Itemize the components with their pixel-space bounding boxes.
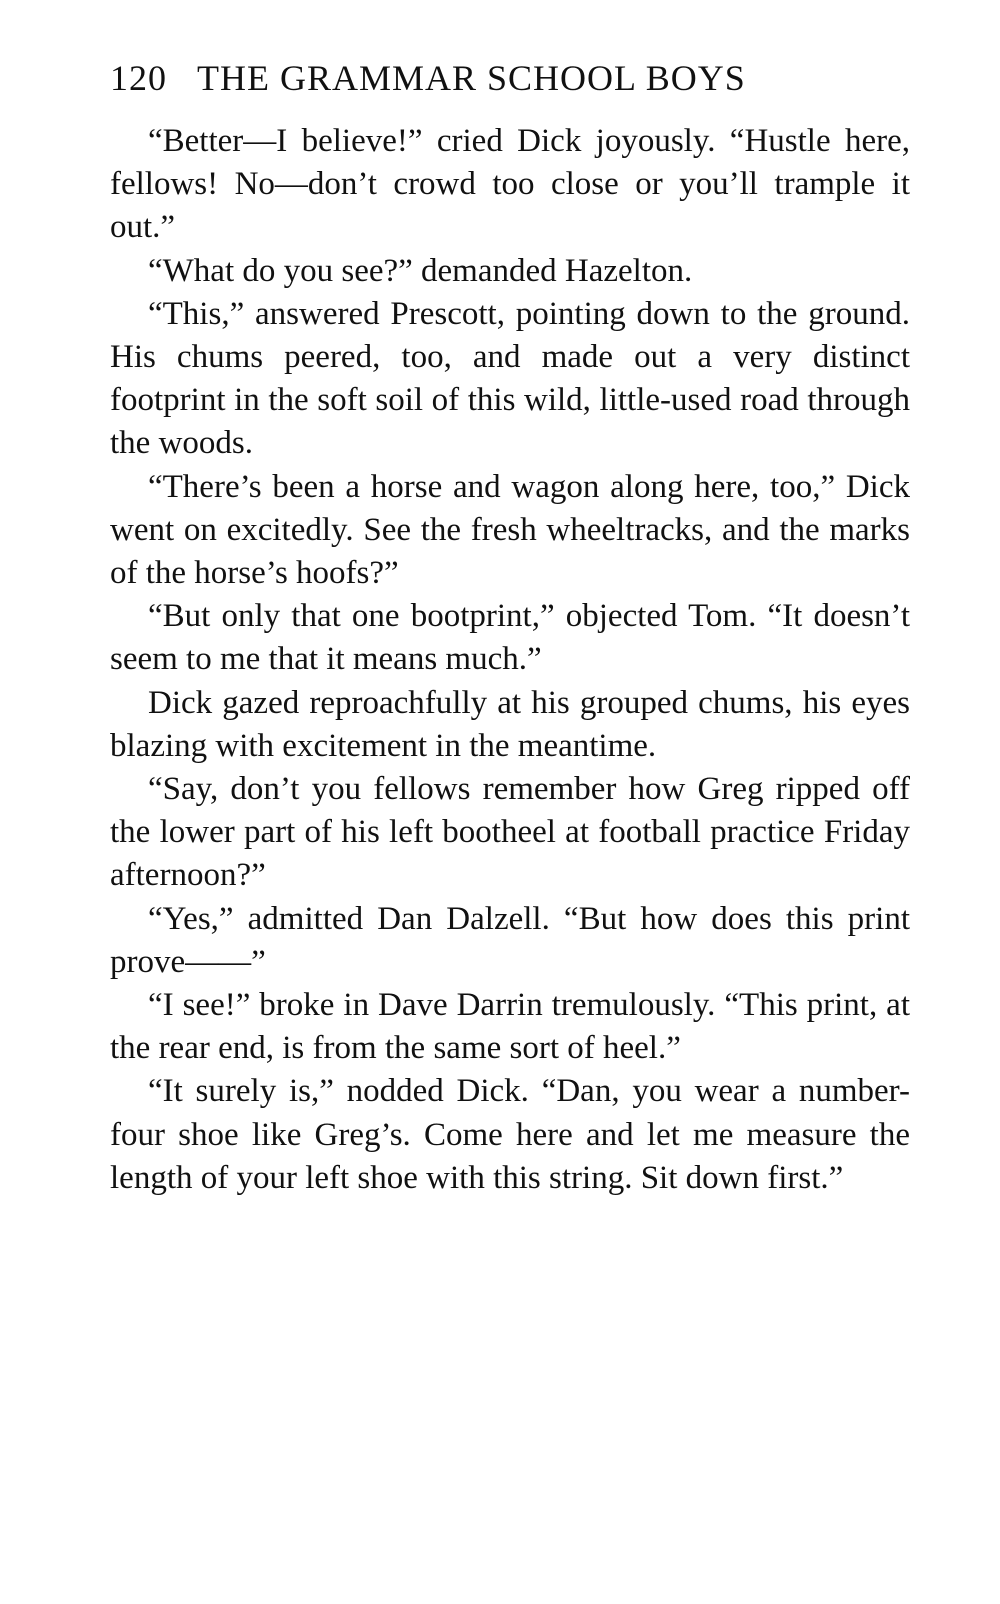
paragraph: “What do you see?” demanded Hazelton. [148, 252, 693, 289]
book-page [110, 60, 910, 1200]
paragraph: “This,” answered Prescott, pointing down to the ground. His chums peered, too, and made out a very distinct footprint in the soft soil of this wild, little-used road through the woods. [110, 295, 910, 462]
paragraph: “Yes,” admitted Dan Dalzell. “But how does this print prove——” [110, 900, 910, 980]
paragraph: “It surely is,” nodded Dick. “Dan, you wear a number-four shoe like Greg’s. Come here and let me measure the length of your left shoe with this string. Sit down first.” [110, 1073, 910, 1196]
paragraph: “Say, don’t you fellows remember how Greg ripped off the lower part of his left bootheel at football practice Friday afternoon?” [110, 771, 910, 894]
running-head [110, 60, 910, 96]
paragraph: “There’s been a horse and wagon along here, too,” Dick went on excitedly. See the fresh wheeltracks, and the marks of the horse’s hoofs?” [110, 468, 910, 592]
running-title: THE GRAMMAR SCHOOL BOYS [197, 58, 746, 98]
page-number: 120 [110, 58, 167, 98]
paragraph: “But only that one bootprint,” objected Tom. “It doesn’t seem to me that it means much.” [110, 598, 910, 678]
paragraph: Dick gazed reproachfully at his grouped chums, his eyes blazing with excitement in the meantime. [110, 684, 910, 764]
paragraph: “Better—I believe!” cried Dick joyously. “Hustle here, fellows! No—don’t crowd too close or you’ll trample it out.” [110, 123, 910, 246]
paragraph: “I see!” broke in Dave Darrin tremulously. “This print, at the rear end, is from the same sort of heel.” [110, 987, 910, 1067]
body-text [110, 120, 910, 1200]
